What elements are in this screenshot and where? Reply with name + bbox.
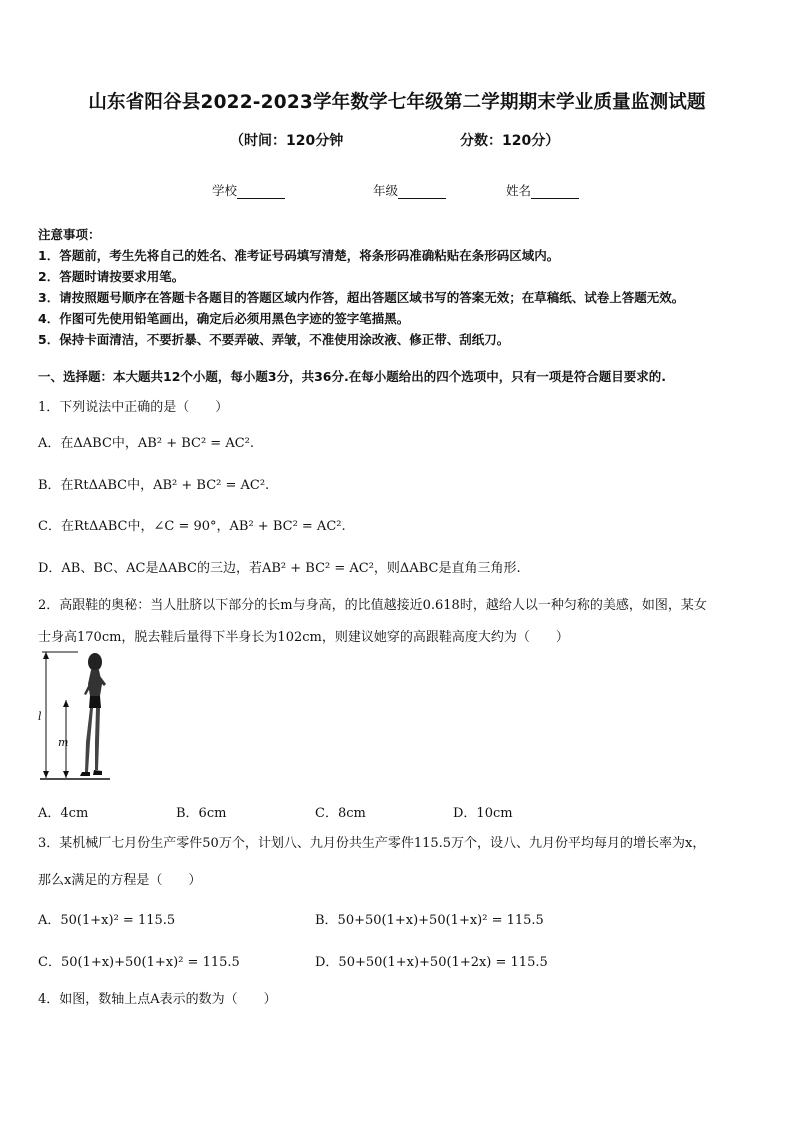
q1-option-d: D．AB、BC、AC是ΔABC的三边，若AB² + BC² = AC²，则ΔABC是直角三角形. — [38, 561, 521, 576]
notes-heading: 注意事项： — [38, 227, 101, 242]
school-label: 学校 — [212, 183, 238, 198]
q2-option-c: C．8cm — [315, 806, 366, 821]
label-m: m — [58, 736, 69, 749]
note-item: 5．保持卡面清洁，不要折暴、不要弄破、弄皱，不准使用涂改液、修正带、刮纸刀。 — [38, 332, 510, 347]
exam-score: 分数：120分） — [460, 133, 560, 149]
notes-block — [38, 224, 684, 350]
q3-option-c: C．50(1+x)+50(1+x)² = 115.5 — [38, 955, 240, 970]
note-item: 4．作图可先使用铅笔画出，确定后必须用黑色字迹的签字笔描黑。 — [38, 311, 410, 326]
exam-title: 山东省阳谷县2022-2023学年数学七年级第二学期期末学业质量监测试题 — [88, 92, 706, 113]
q1-option-a: A．在ΔABC中，AB² + BC² = AC². — [38, 436, 255, 451]
q4-stem: 4．如图，数轴上点A表示的数为（ ） — [38, 992, 277, 1007]
q2-option-a: A．4cm — [38, 806, 89, 821]
school-field — [212, 181, 285, 199]
label-l: l — [38, 710, 42, 723]
name-field — [506, 181, 579, 199]
grade-field — [373, 181, 446, 199]
q3-option-b: B．50+50(1+x)+50(1+x)² = 115.5 — [315, 913, 544, 928]
note-item: 1．答题前，考生先将自己的姓名、准考证号码填写清楚，将条形码准确粘贴在条形码区域内。 — [38, 248, 560, 263]
school-blank — [237, 186, 285, 199]
q1-option-b: B．在RtΔABC中，AB² + BC² = AC². — [38, 478, 270, 493]
q2-option-b: B．6cm — [176, 806, 227, 821]
grade-blank — [398, 186, 446, 199]
exam-subtitle — [230, 130, 560, 150]
woman-height-figure — [38, 650, 114, 782]
section-heading: 一、选择题：本大题共12个小题，每小题3分，共36分.在每小题给出的四个选项中，只有一项是符合题目要求的. — [38, 369, 666, 384]
q3-option-d: D．50+50(1+x)+50(1+2x) = 115.5 — [315, 955, 548, 970]
q2-line1: 2．高跟鞋的奥秘：当人肚脐以下部分的长m与身高，的比值越接近0.618时，越给人以一种匀称的美感，如图，某女 — [38, 598, 707, 613]
q3-line1: 3．某机械厂七月份生产零件50万个，计划八、九月份共生产零件115.5万个，设八、九月份平均每月的增长率为x， — [38, 836, 706, 851]
q2-line2: 士身高170cm，脱去鞋后量得下半身长为102cm，则建议她穿的高跟鞋高度大约为（ ） — [38, 630, 569, 645]
grade-label: 年级 — [373, 183, 399, 198]
q3-option-a: A．50(1+x)² = 115.5 — [38, 913, 176, 928]
q1-option-c: C．在RtΔABC中，∠C = 90°，AB² + BC² = AC². — [38, 519, 346, 534]
note-item: 2．答题时请按要求用笔。 — [38, 269, 185, 284]
q1-stem: 1．下列说法中正确的是（ ） — [38, 400, 229, 415]
exam-time: （时间：120分钟 — [230, 133, 344, 149]
name-label: 姓名 — [506, 183, 532, 198]
name-blank — [531, 186, 579, 199]
q2-option-d: D．10cm — [453, 806, 513, 821]
q3-line2: 那么x满足的方程是（ ） — [38, 873, 202, 888]
note-item: 3．请按照题号顺序在答题卡各题目的答题区域内作答，超出答题区域书写的答案无效；在草稿纸、试卷上答题无效。 — [38, 290, 685, 305]
